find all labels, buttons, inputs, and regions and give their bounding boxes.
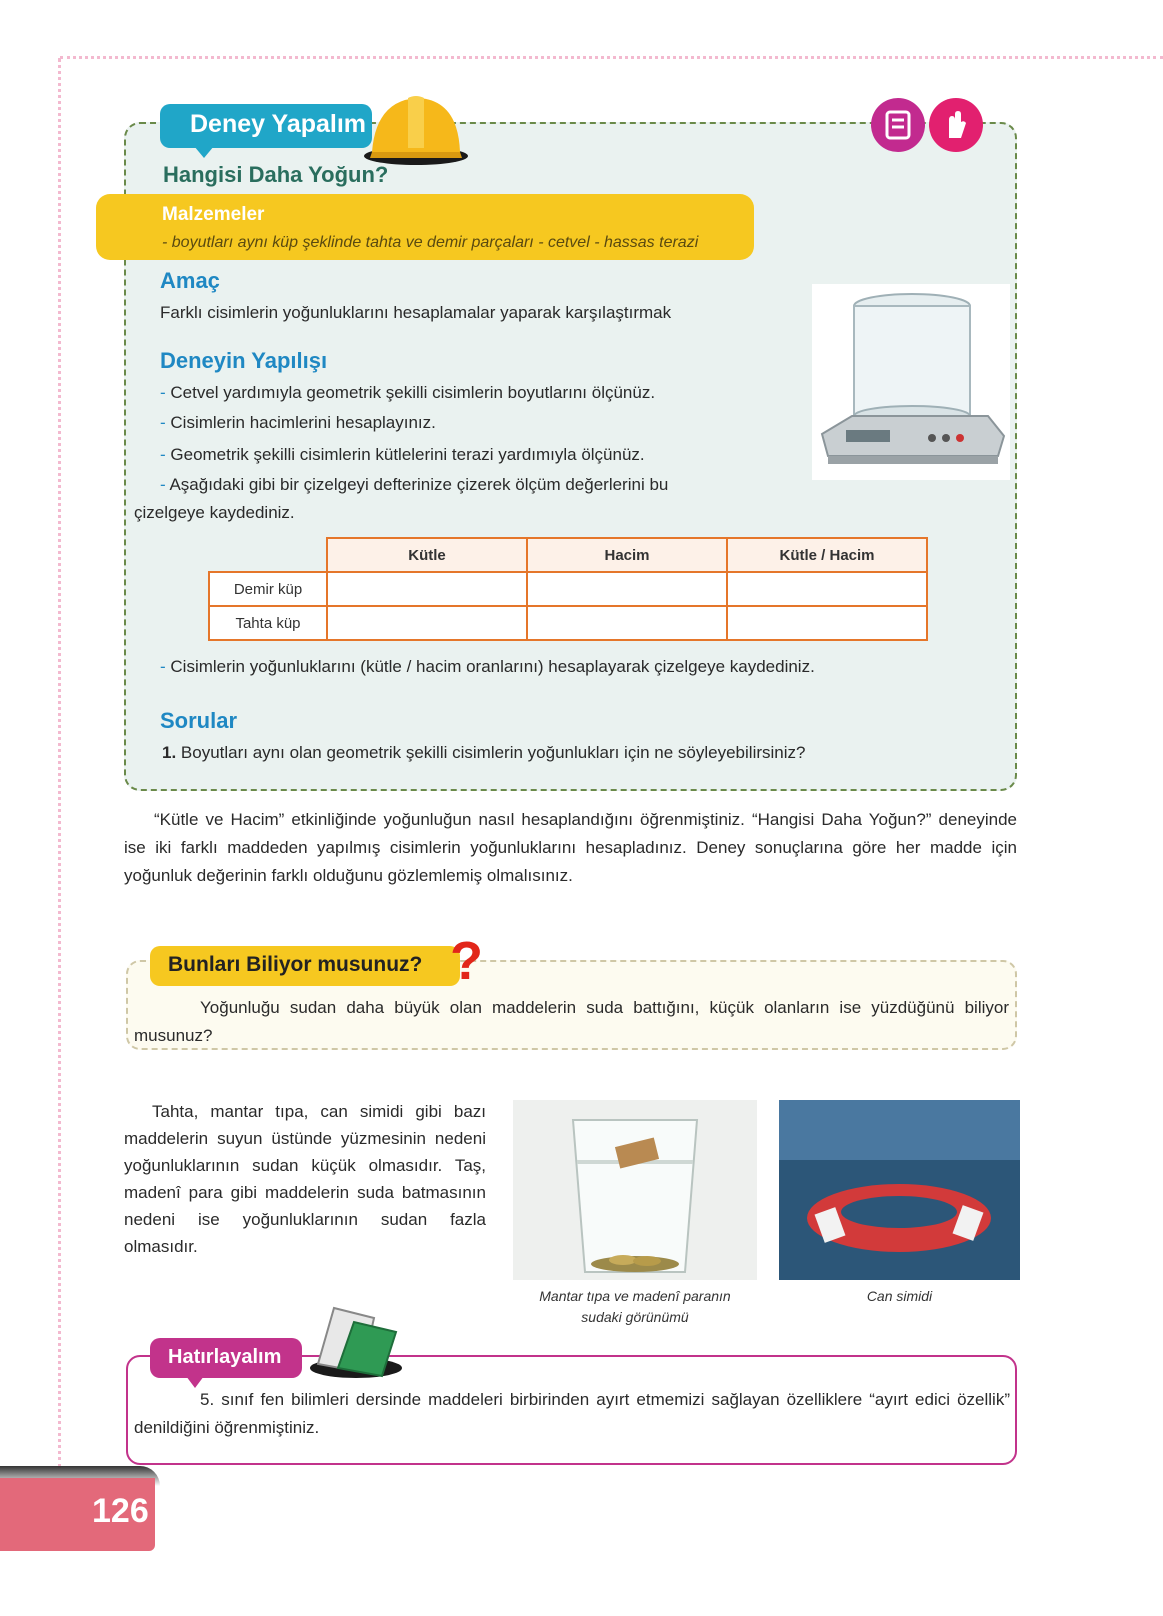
- table-row-label: Demir küp: [209, 572, 327, 606]
- table-header: Kütle / Hacim: [727, 538, 927, 572]
- notebook-icon: [304, 1302, 404, 1380]
- hand-safety-icon: [929, 98, 983, 152]
- table-header: Hacim: [527, 538, 727, 572]
- did-you-know-text: Yoğunluğu sudan daha büyük olan maddelerin suda battığını, küçük olanların ise yüzdüğünü biliyor musunuz?: [134, 998, 1009, 1045]
- table-corner: [209, 538, 327, 572]
- cork-and-coin-glass-photo: [513, 1100, 757, 1280]
- table-row-label: Tahta küp: [209, 606, 327, 640]
- procedure-step-4-cont: çizelgeye kaydediniz.: [134, 503, 295, 522]
- aim-text: Farklı cisimlerin yoğunluklarını hesaplamalar yaparak karşılaştırmak: [160, 303, 672, 322]
- table-cell: [727, 572, 927, 606]
- remember-text: 5. sınıf fen bilimleri dersinde maddeleri birbirinden ayırt etmemizi sağlayan özelliklere “ayırt edici özellik” denildiğini öğrenmiştiniz.: [134, 1390, 1010, 1437]
- materials-text: - boyutları aynı küp şeklinde tahta ve demir parçaları - cetvel - hassas terazi: [162, 234, 699, 251]
- page-number: 126: [92, 1492, 149, 1530]
- question-mark-icon: ?: [450, 931, 483, 991]
- table-cell: [727, 606, 927, 640]
- measurement-table: [208, 537, 928, 641]
- question-1: 1. Boyutları aynı olan geometrik şekilli cisimlerin yoğunlukları için ne söyleyebilirsiniz?: [162, 743, 806, 762]
- did-you-know-header: Bunları Biliyor musunuz?: [150, 946, 460, 986]
- photo-2-caption: Can simidi: [866, 1288, 933, 1304]
- body-paragraph: “Kütle ve Hacim” etkinliğinde yoğunluğun nasıl hesaplandığını öğrenmiştiniz. “Hangisi Daha Yoğun?” deneyinde ise iki farklı maddeden yapılmış cisimlerin yoğunluklarını hesapladınız. Deney sonuçlarına göre her madde için yoğunluk değerinin farklı olduğunu gözlemlemiş olmalısınız.: [124, 810, 1017, 885]
- measurement-icon: [871, 98, 925, 152]
- procedure-step-4: - Aşağıdaki gibi bir çizelgeyi defterinize çizerek ölçüm değerlerini bu: [160, 475, 669, 494]
- page-border-left: [58, 58, 61, 1468]
- page-border-top: [60, 56, 1163, 59]
- hard-hat-icon: [358, 92, 470, 168]
- table-header: Kütle: [327, 538, 527, 572]
- questions-title: Sorular: [160, 708, 238, 733]
- floating-explanation: Tahta, mantar tıpa, can simidi gibi bazı maddelerin suyun üstünde yüzmesinin nedeni yoğunluklarının sudan küçük olmasıdır. Taş, madenî para gibi maddelerin suda batmasının nedeni ise yoğunluklarının sudan fazla olmasıdır.: [124, 1102, 486, 1256]
- table-cell: [327, 572, 527, 606]
- life-buoy-photo: [779, 1100, 1020, 1280]
- photo-1-caption: Mantar tıpa ve madenî paranın sudaki görünümü: [539, 1288, 731, 1325]
- procedure-step-3: - Geometrik şekilli cisimlerin kütlelerini terazi yardımıyla ölçünüz.: [160, 445, 645, 464]
- table-row: [209, 606, 927, 640]
- table-cell: [327, 606, 527, 640]
- aim-title: Amaç: [160, 268, 220, 293]
- table-cell: [527, 606, 727, 640]
- remember-header: Hatırlayalım: [150, 1338, 302, 1378]
- procedure-last-step: - Cisimlerin yoğunluklarını (kütle / hacim oranlarını) hesaplayarak çizelgeye kaydediniz.: [160, 657, 815, 676]
- table-cell: [527, 572, 727, 606]
- procedure-title: Deneyin Yapılışı: [160, 348, 328, 373]
- experiment-header-tail: [194, 146, 214, 158]
- experiment-header: Deney Yapalım: [160, 104, 372, 148]
- table-row: [209, 572, 927, 606]
- procedure-step-2: - Cisimlerin hacimlerini hesaplayınız.: [160, 413, 436, 432]
- procedure-step-1: - Cetvel yardımıyla geometrik şekilli cisimlerin boyutlarını ölçünüz.: [160, 383, 656, 402]
- materials-title: Malzemeler: [162, 204, 265, 225]
- precision-scale-image: [812, 284, 1010, 480]
- experiment-title: Hangisi Daha Yoğun?: [163, 162, 389, 187]
